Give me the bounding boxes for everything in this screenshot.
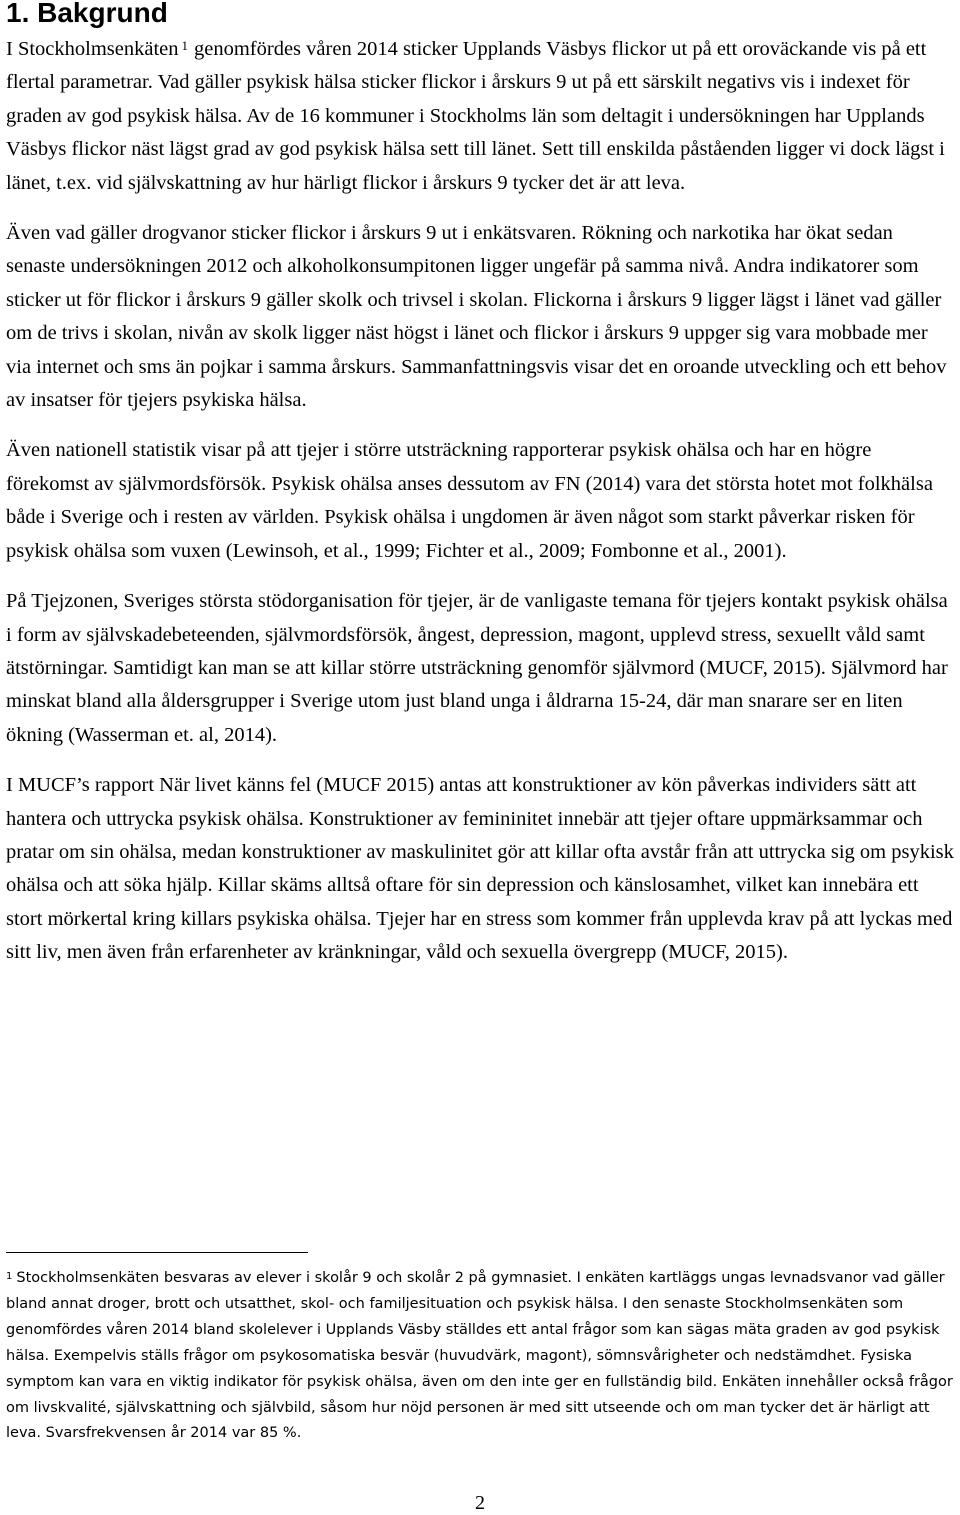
section-heading: 1. Bakgrund xyxy=(6,0,168,28)
paragraph-1-rest: genomfördes våren 2014 sticker Upplands Väsbys flickor ut på ett oroväckande vis på ett flertal parametrar. Vad gäller psykisk hälsa sticker flickor i årskurs 9 ut på ett särskilt negativs vis i indexet för graden av god psykisk hälsa. Av de 16 kommuner i Stockholms län som deltagit i undersökningen har Upplands Väsbys flickor näst lägst grad av god psykisk hälsa sett till länet. Sett till enskilda påståenden ligger vi dock lägst i länet, t.ex. vid självskattning av hur härligt flickor i årskurs 9 tycker det är att leva. xyxy=(6,38,945,194)
footnote-number: 1 xyxy=(6,1271,13,1282)
paragraph-1-start: I Stockholmsenkäten xyxy=(6,38,179,60)
page-number: 2 xyxy=(475,1492,485,1514)
paragraph-3: Även nationell statistik visar på att tjejer i större utsträckning rapporterar psykisk ohälsa och har en högre förekomst av självmordsförsök. Psykisk ohälsa anses dessutom av FN (2014) vara det största hotet mot folkhälsa både i Sverige och i resten av världen. Psykisk ohälsa i ungdomen är även något som starkt påverkar risken för psykisk ohälsa som vuxen (Lewinsoh, et al., 1999; Fichter et al., 2009; Fombonne et al., 2001). xyxy=(6,439,933,562)
footnote-text: Stockholmsenkäten besvaras av elever i skolår 9 och skolår 2 på gymnasiet. I enkäten kartläggs ungas levnadsvanor vad gäller bland annat droger, brott och utsatthet, skol- och familjesituation och psykisk hälsa. I den senaste Stockholmsenkäten som genomfördes våren 2014 bland skolelever i Upplands Väsby ställdes ett antal frågor som kan sägas mäta graden av god psykisk hälsa. Exempelvis ställs frågor om psykosomatiska besvär (huvudvärk, magont), sömnsvårigheter och nedstämdhet. Fysiska symptom kan vara en viktig indikator för psykisk ohälsa, även om den inte ger en fullständig bild. Enkäten innehåller också frågor om livskvalité, självskattning och självbild, såsom hur nöjd personen är med sitt utseende och om man tycker det är härligt att leva. Svarsfrekvensen år 2014 var 85 %. xyxy=(6,1270,953,1442)
paragraph-4: På Tjejzonen, Sveriges största stödorganisation för tjejer, är de vanligaste temana för tjejers kontakt psykisk ohälsa i form av självskadebeteenden, självmordsförsök, ångest, depression, magont, upplevd stress, sexuellt våld samt ätstörningar. Samtidigt kan man se att killar större utsträckning genomför självmord (MUCF, 2015). Självmord har minskat bland alla åldersgrupper i Sverige utom just bland unga i åldrarna 15-24, där man snarare ser en liten ökning (Wasserman et. al, 2014). xyxy=(6,590,948,746)
paragraph-2: Även vad gäller drogvanor sticker flickor i årskurs 9 ut i enkätsvaren. Rökning och narkotika har ökat sedan senaste undersökningen 2012 och alkoholkonsumpitonen ligger ungefär på samma nivå. Andra indikatorer som sticker ut för flickor i årskurs 9 gäller skolk och trivsel i skolan. Flickorna i årskurs 9 ligger lägst i länet vad gäller om de trivs i skolan, nivån av skolk ligger näst högst i länet och flickor i årskurs 9 uppger sig vara mobbade mer via internet och sms än pojkar i samma årskurs. Sammanfattningsvis visar det en oroande utveckling och ett behov av insatser för tjejers psykiska hälsa. xyxy=(6,222,947,412)
footnote xyxy=(6,1266,956,1447)
paragraph-1 xyxy=(6,33,956,200)
footnote-reference[interactable]: 1 xyxy=(181,38,189,53)
paragraph-5: I MUCF’s rapport När livet känns fel (MUCF 2015) antas att konstruktioner av kön påverkas individers sätt att hantera och uttrycka psykisk ohälsa. Konstruktioner av femininitet innebär att tjejer oftare uppmärksammar och pratar om sin ohälsa, medan konstruktioner av maskulinitet gör att killar ofta avstår från att uttrycka sig om psykisk ohälsa och att söka hjälp. Killar skäms alltså oftare för sin depression och känslosamhet, vilket kan innebära ett stort mörkertal kring killars psykiska ohälsa. Tjejer har en stress som kommer från upplevda krav på att lyckas med sitt liv, men även från erfarenheter av kränkningar, våld och sexuella övergrepp (MUCF, 2015). xyxy=(6,774,954,964)
body-text xyxy=(6,33,956,970)
footnote-separator xyxy=(6,1252,308,1253)
